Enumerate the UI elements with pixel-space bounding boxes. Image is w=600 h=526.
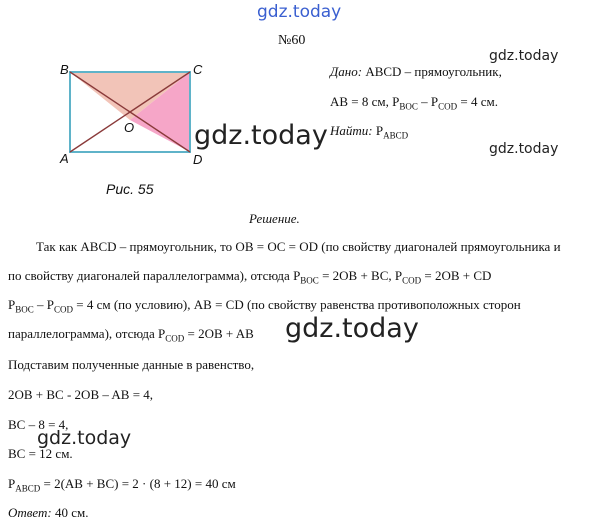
given-label: Дано: [330, 64, 363, 79]
watermark-right-2: gdz.today [489, 141, 559, 157]
rectangle-figure [60, 62, 260, 172]
solution-line-6: 2OB + BC - 2OB – AB = 4, [8, 387, 154, 402]
answer-label: Ответ: [8, 505, 52, 520]
figure-caption: Рис. 55 [106, 181, 154, 197]
vertex-a-label: A [60, 151, 69, 166]
find-label: Найти: [330, 123, 373, 138]
watermark-top: gdz.today [257, 2, 342, 22]
vertex-c-label: C [193, 62, 203, 77]
vertex-o-label: O [124, 120, 135, 135]
vertex-d-label: D [193, 152, 203, 167]
solution-line-4: параллелограмма), отсюда $P_{COD} = 2OB$ + AB [8, 326, 254, 344]
solution-title: Решение. [249, 211, 300, 226]
solution-line-3: $P_{BOC} - P_{COD} = 4$ см (по условию), AB = CD (по свойству равенства противоположных сторон [8, 297, 521, 315]
vertex-b-label: B [60, 62, 69, 77]
watermark-middle: gdz.today [285, 313, 419, 344]
watermark-right-1: gdz.today [489, 48, 559, 64]
find-line: Найти: $P_{ABCD}$ [330, 123, 409, 141]
solution-line-8: BC = 12 см. [8, 446, 73, 461]
given-line1-text: ABCD – прямоугольник, [365, 64, 502, 79]
given-line-2: AB = 8 см, $P_{BOC} - P_{COD} = 4$ см. [330, 94, 498, 112]
answer-line [8, 505, 89, 521]
watermark-figure: gdz.today [194, 120, 328, 151]
solution-line-1: Так как ABCD – прямоугольник, то OB = OC = OD (по свойству диагоналей прямоугольника и [36, 239, 561, 254]
solution-line-7: BC – 8 = 4, [8, 417, 69, 432]
solution-line-5: Подставим полученные данные в равенство, [8, 357, 255, 372]
watermark-bottom: gdz.today [37, 427, 132, 449]
solution-line-9: $P_{ABCD} = 2(AB + BC) = 2 \cdot (8 + 12) = 40$ см [8, 476, 236, 494]
given-line-1 [330, 64, 502, 80]
solution-line-2: по свойству диагоналей параллелограмма), отсюда $P_{BOC} = 2OB$ + BC, $P_{COD} = 2OB$ + CD [8, 268, 492, 286]
answer-value: 40 см. [51, 505, 89, 520]
problem-number: №60 [278, 33, 306, 48]
